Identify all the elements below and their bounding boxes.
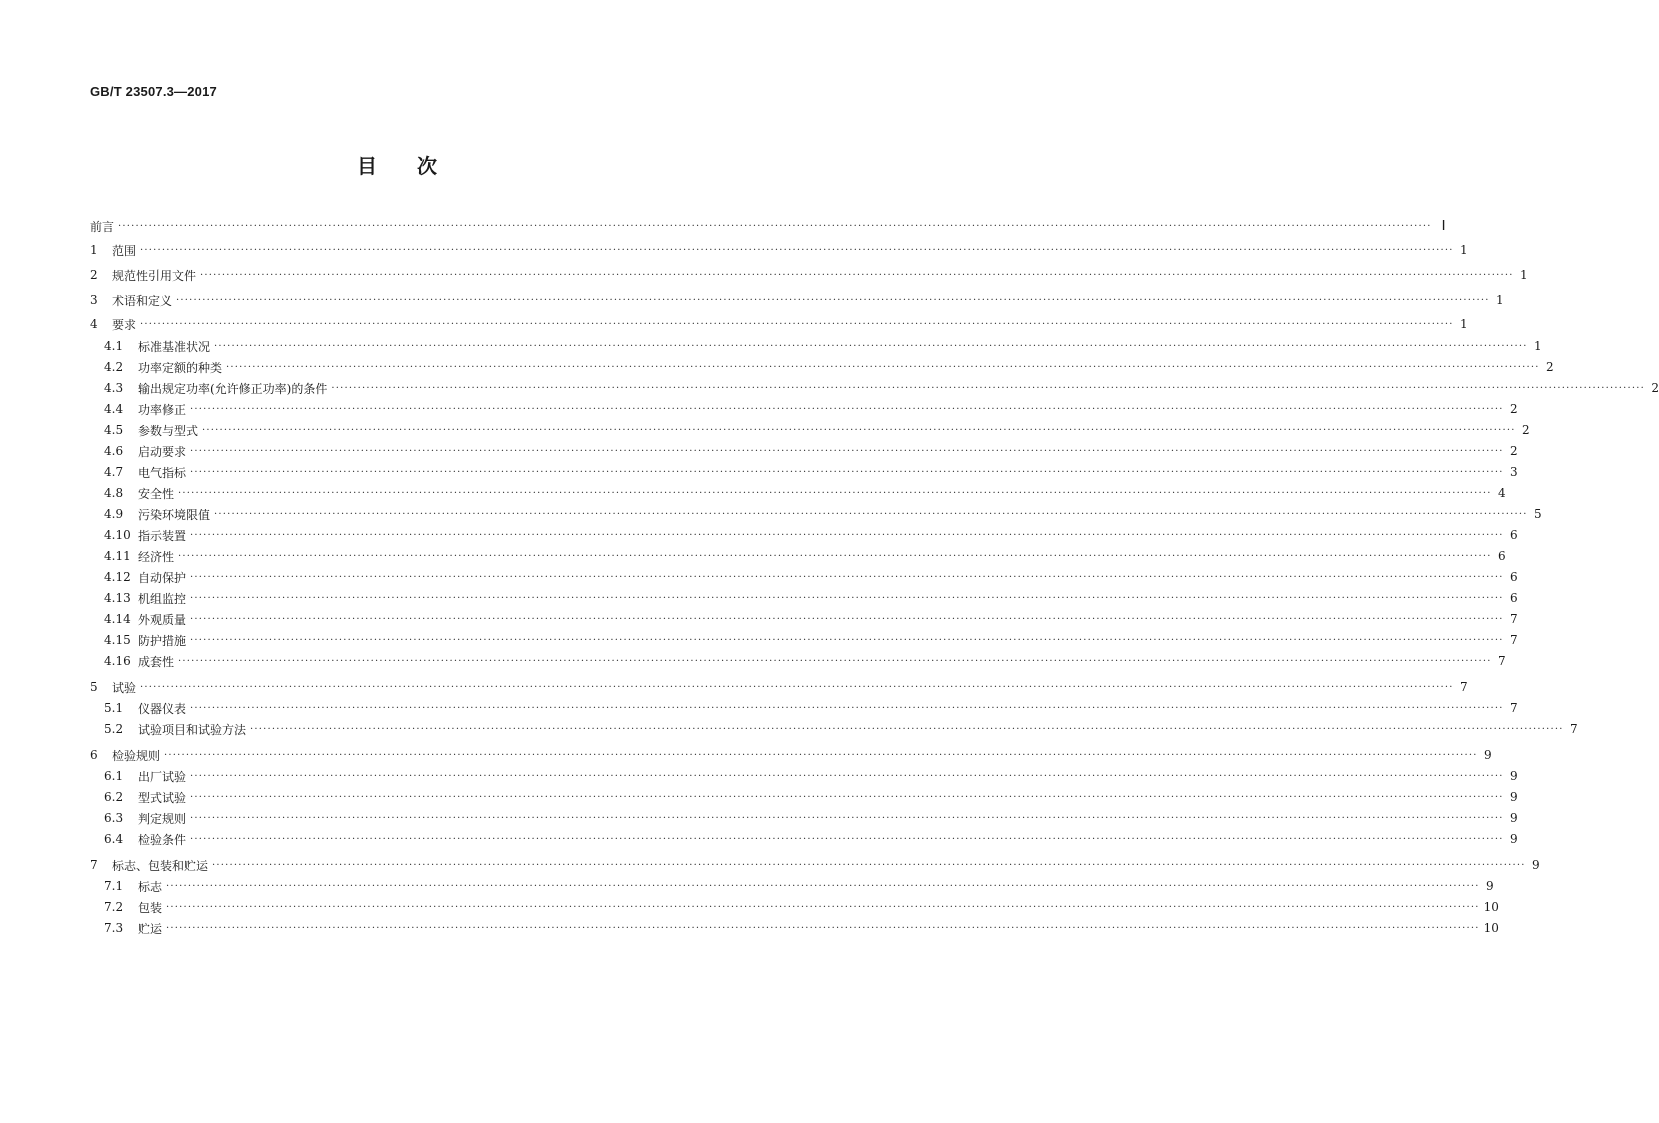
toc-entry-number: 6.4	[104, 832, 124, 846]
toc-entry-page: 6	[1510, 528, 1518, 542]
toc-entry-title: 指示装置	[138, 528, 187, 543]
toc-entry-title: 检验规则	[112, 748, 161, 763]
toc-entry[interactable]	[90, 546, 1506, 566]
toc-entry-number: 5.1	[104, 701, 124, 715]
toc-entry-page: 9	[1486, 879, 1494, 893]
toc-entry-title: 功率修正	[138, 402, 187, 417]
toc-entry-page: 7	[1570, 722, 1578, 736]
dot-leader: ············································································································································································································································································································	[166, 922, 1480, 934]
toc-entry[interactable]	[90, 567, 1518, 587]
dot-leader: ············································································································································································································································································································	[331, 382, 1645, 394]
toc-entry[interactable]	[90, 651, 1506, 671]
toc-entry[interactable]	[90, 630, 1518, 650]
toc-entry-page: 9	[1510, 769, 1518, 783]
toc-entry-number: 6.2	[104, 790, 124, 804]
toc-entry-number: 3	[90, 293, 98, 307]
toc-entry-page: 2	[1651, 381, 1659, 395]
dot-leader: ············································································································································································································································································································	[190, 466, 1504, 478]
toc-entry[interactable]	[90, 504, 1542, 524]
dot-leader: ············································································································································································································································································································	[140, 318, 1454, 330]
toc-entry-title: 包装	[138, 900, 163, 915]
toc-entry-page: 1	[1534, 339, 1542, 353]
dot-leader: ············································································································································································································································································································	[190, 812, 1504, 824]
dot-leader: ············································································································································································································································································································	[166, 880, 1480, 892]
dot-leader: ············································································································································································································································································································	[212, 859, 1526, 871]
toc-entry-number: 4.12	[104, 570, 131, 584]
toc-entry-page: 1	[1520, 268, 1528, 282]
dot-leader: ············································································································································································································································································································	[190, 634, 1504, 646]
toc-entry-number: 4.10	[104, 528, 131, 542]
toc-entry[interactable]	[90, 265, 1528, 285]
toc-entry-number: 7.3	[104, 921, 124, 935]
toc-entry[interactable]	[90, 378, 1659, 398]
dot-leader: ············································································································································································································································································································	[190, 445, 1504, 457]
dot-leader: ············································································································································································································································································································	[190, 571, 1504, 583]
toc-entry-page: 9	[1484, 748, 1492, 762]
toc-entry-number: 4.2	[104, 360, 124, 374]
dot-leader: ············································································································································································································································································································	[140, 681, 1454, 693]
toc-entry-page: Ⅰ	[1441, 218, 1446, 234]
dot-leader: ············································································································································································································································································································	[178, 550, 1492, 562]
dot-leader: ············································································································································································································································································································	[164, 749, 1478, 761]
toc-entry-title: 范围	[112, 243, 137, 258]
toc-entry-number: 4.7	[104, 465, 124, 479]
toc-entry-number: 7.2	[104, 900, 124, 914]
toc-entry-number: 4.16	[104, 654, 131, 668]
toc-entry[interactable]	[90, 462, 1518, 482]
title-char-1: 目	[357, 154, 377, 178]
toc-entry-title: 术语和定义	[112, 293, 173, 308]
toc-entry-title: 试验	[112, 680, 137, 695]
dot-leader: ············································································································································································································································································································	[226, 361, 1540, 373]
toc-entry[interactable]	[90, 808, 1518, 828]
toc-entry-number: 6	[90, 748, 98, 762]
toc-entry[interactable]	[90, 314, 1468, 334]
toc-entry-title: 规范性引用文件	[112, 268, 197, 283]
toc-entry-number: 4.8	[104, 486, 124, 500]
toc-entry[interactable]	[90, 698, 1518, 718]
toc-entry-number: 4.6	[104, 444, 124, 458]
toc-entry-title: 防护措施	[138, 633, 187, 648]
toc-entry-number: 5	[90, 680, 98, 694]
dot-leader: ············································································································································································································································································································	[140, 244, 1454, 256]
toc-entry-title: 标志	[138, 879, 163, 894]
toc-entry[interactable]	[90, 918, 1499, 938]
toc-entry-number: 6.1	[104, 769, 124, 783]
toc-entry[interactable]	[90, 483, 1506, 503]
toc-entry-page: 4	[1498, 486, 1506, 500]
toc-entry-title: 检验条件	[138, 832, 187, 847]
dot-leader: ············································································································································································································································································································	[250, 723, 1564, 735]
toc-entry-title: 电气指标	[138, 465, 187, 480]
toc-entry-number: 4.3	[104, 381, 124, 395]
toc-entry-page: 7	[1498, 654, 1506, 668]
toc-entry-page: 7	[1460, 680, 1468, 694]
toc-entry-title: 参数与型式	[138, 423, 199, 438]
toc-entry[interactable]	[90, 677, 1468, 697]
toc-entry-page: 10	[1483, 900, 1499, 914]
toc-entry[interactable]	[90, 420, 1530, 440]
dot-leader: ············································································································································································································································································································	[190, 833, 1504, 845]
toc-entry-number: 4.1	[104, 339, 124, 353]
toc-entry[interactable]	[90, 357, 1554, 377]
toc-entry-page: 6	[1510, 591, 1518, 605]
toc-entry-title: 型式试验	[138, 790, 187, 805]
toc-entry-title: 要求	[112, 317, 137, 332]
toc-entry[interactable]	[90, 399, 1518, 419]
toc-entry-number: 4	[90, 317, 98, 331]
toc-entry-title: 启动要求	[138, 444, 187, 459]
toc-entry-page: 6	[1498, 549, 1506, 563]
toc-entry-page: 7	[1510, 633, 1518, 647]
toc-entry-title: 成套性	[138, 654, 175, 669]
dot-leader: ············································································································································································································································································································	[190, 791, 1504, 803]
toc-entry-title: 前言	[90, 219, 115, 234]
dot-leader: ············································································································································································································································································································	[190, 529, 1504, 541]
toc-entry-number: 4.9	[104, 507, 124, 521]
toc-entry[interactable]	[90, 441, 1518, 461]
toc-entry-number: 4.4	[104, 402, 124, 416]
dot-leader: ············································································································································································································································································································	[214, 340, 1528, 352]
toc-entry-number: 4.11	[104, 549, 131, 563]
toc-entry-title: 外观质量	[138, 612, 187, 627]
toc-entry[interactable]	[90, 588, 1518, 608]
toc-entry[interactable]	[90, 609, 1518, 629]
toc-entry-title: 功率定额的种类	[138, 360, 223, 375]
toc-entry[interactable]	[90, 336, 1542, 356]
toc-entry-title: 试验项目和试验方法	[138, 722, 247, 737]
toc-entry[interactable]	[90, 240, 1468, 260]
dot-leader: ············································································································································································································································································································	[176, 294, 1490, 306]
toc-entry-page: 1	[1496, 293, 1504, 307]
toc-entry-title: 标志、包装和贮运	[112, 858, 209, 873]
toc-entry-title: 机组监控	[138, 591, 187, 606]
toc-entry-title: 仪器仪表	[138, 701, 187, 716]
toc-entry[interactable]	[90, 876, 1494, 896]
dot-leader: ············································································································································································································································································································	[190, 613, 1504, 625]
toc-entry-page: 2	[1522, 423, 1530, 437]
toc-entry-number: 6.3	[104, 811, 124, 825]
toc-entry[interactable]	[90, 216, 1446, 236]
toc-entry-page: 2	[1510, 444, 1518, 458]
dot-leader: ············································································································································································································································································································	[190, 403, 1504, 415]
dot-leader: ············································································································································································································································································································	[118, 220, 1432, 232]
toc-entry-title: 贮运	[138, 921, 163, 936]
toc-entry-title: 判定规则	[138, 811, 187, 826]
toc-entry-number: 4.14	[104, 612, 131, 626]
dot-leader: ············································································································································································································································································································	[190, 702, 1504, 714]
toc-entry-title: 安全性	[138, 486, 175, 501]
toc-entry-title: 标准基准状况	[138, 339, 211, 354]
toc-entry-number: 4.13	[104, 591, 131, 605]
toc-entry-number: 2	[90, 268, 98, 282]
toc-entry-page: 2	[1510, 402, 1518, 416]
toc-entry[interactable]	[90, 525, 1518, 545]
toc-entry-number: 4.15	[104, 633, 131, 647]
toc-entry[interactable]	[90, 855, 1540, 875]
toc-entry-page: 7	[1510, 701, 1518, 715]
dot-leader: ············································································································································································································································································································	[190, 770, 1504, 782]
toc-entry-number: 4.5	[104, 423, 124, 437]
toc-entry[interactable]	[90, 719, 1578, 739]
toc-entry-page: 9	[1532, 858, 1540, 872]
title-char-2: 次	[417, 154, 437, 178]
toc-entry-page: 9	[1510, 790, 1518, 804]
toc-entry-page: 6	[1510, 570, 1518, 584]
toc-entry-title: 出厂试验	[138, 769, 187, 784]
toc-entry-page: 9	[1510, 811, 1518, 825]
toc-entry-number: 7	[90, 858, 98, 872]
toc-entry[interactable]	[90, 766, 1518, 786]
toc-entry[interactable]	[90, 745, 1492, 765]
dot-leader: ············································································································································································································································································································	[214, 508, 1528, 520]
toc-entry-page: 1	[1460, 243, 1468, 257]
toc-entry-page: 3	[1510, 465, 1518, 479]
toc-entry-title: 自动保护	[138, 570, 187, 585]
toc-entry-page: 7	[1510, 612, 1518, 626]
toc-entry[interactable]	[90, 829, 1518, 849]
toc-entry-number: 5.2	[104, 722, 124, 736]
toc-entry-page: 9	[1510, 832, 1518, 846]
toc-entry-page: 2	[1546, 360, 1554, 374]
toc-entry[interactable]	[90, 787, 1518, 807]
toc-entry[interactable]	[90, 897, 1499, 917]
dot-leader: ············································································································································································································································································································	[178, 655, 1492, 667]
toc-entry-page: 5	[1534, 507, 1542, 521]
toc-entry[interactable]	[90, 290, 1504, 310]
dot-leader: ············································································································································································································································································································	[190, 592, 1504, 604]
toc-entry-number: 1	[90, 243, 98, 257]
dot-leader: ············································································································································································································································································································	[178, 487, 1492, 499]
toc-entry-title: 输出规定功率(允许修正功率)的条件	[138, 381, 328, 396]
page-title	[0, 150, 794, 179]
toc-entry-page: 1	[1460, 317, 1468, 331]
toc-entry-number: 7.1	[104, 879, 124, 893]
toc-entry-page: 10	[1483, 921, 1499, 935]
toc-entry-title: 污染环境限值	[138, 507, 211, 522]
dot-leader: ············································································································································································································································································································	[200, 269, 1514, 281]
dot-leader: ············································································································································································································································································································	[166, 901, 1480, 913]
toc-entry-title: 经济性	[138, 549, 175, 564]
dot-leader: ············································································································································································································································································································	[202, 424, 1516, 436]
standard-code: GB/T 23507.3—2017	[90, 84, 217, 99]
